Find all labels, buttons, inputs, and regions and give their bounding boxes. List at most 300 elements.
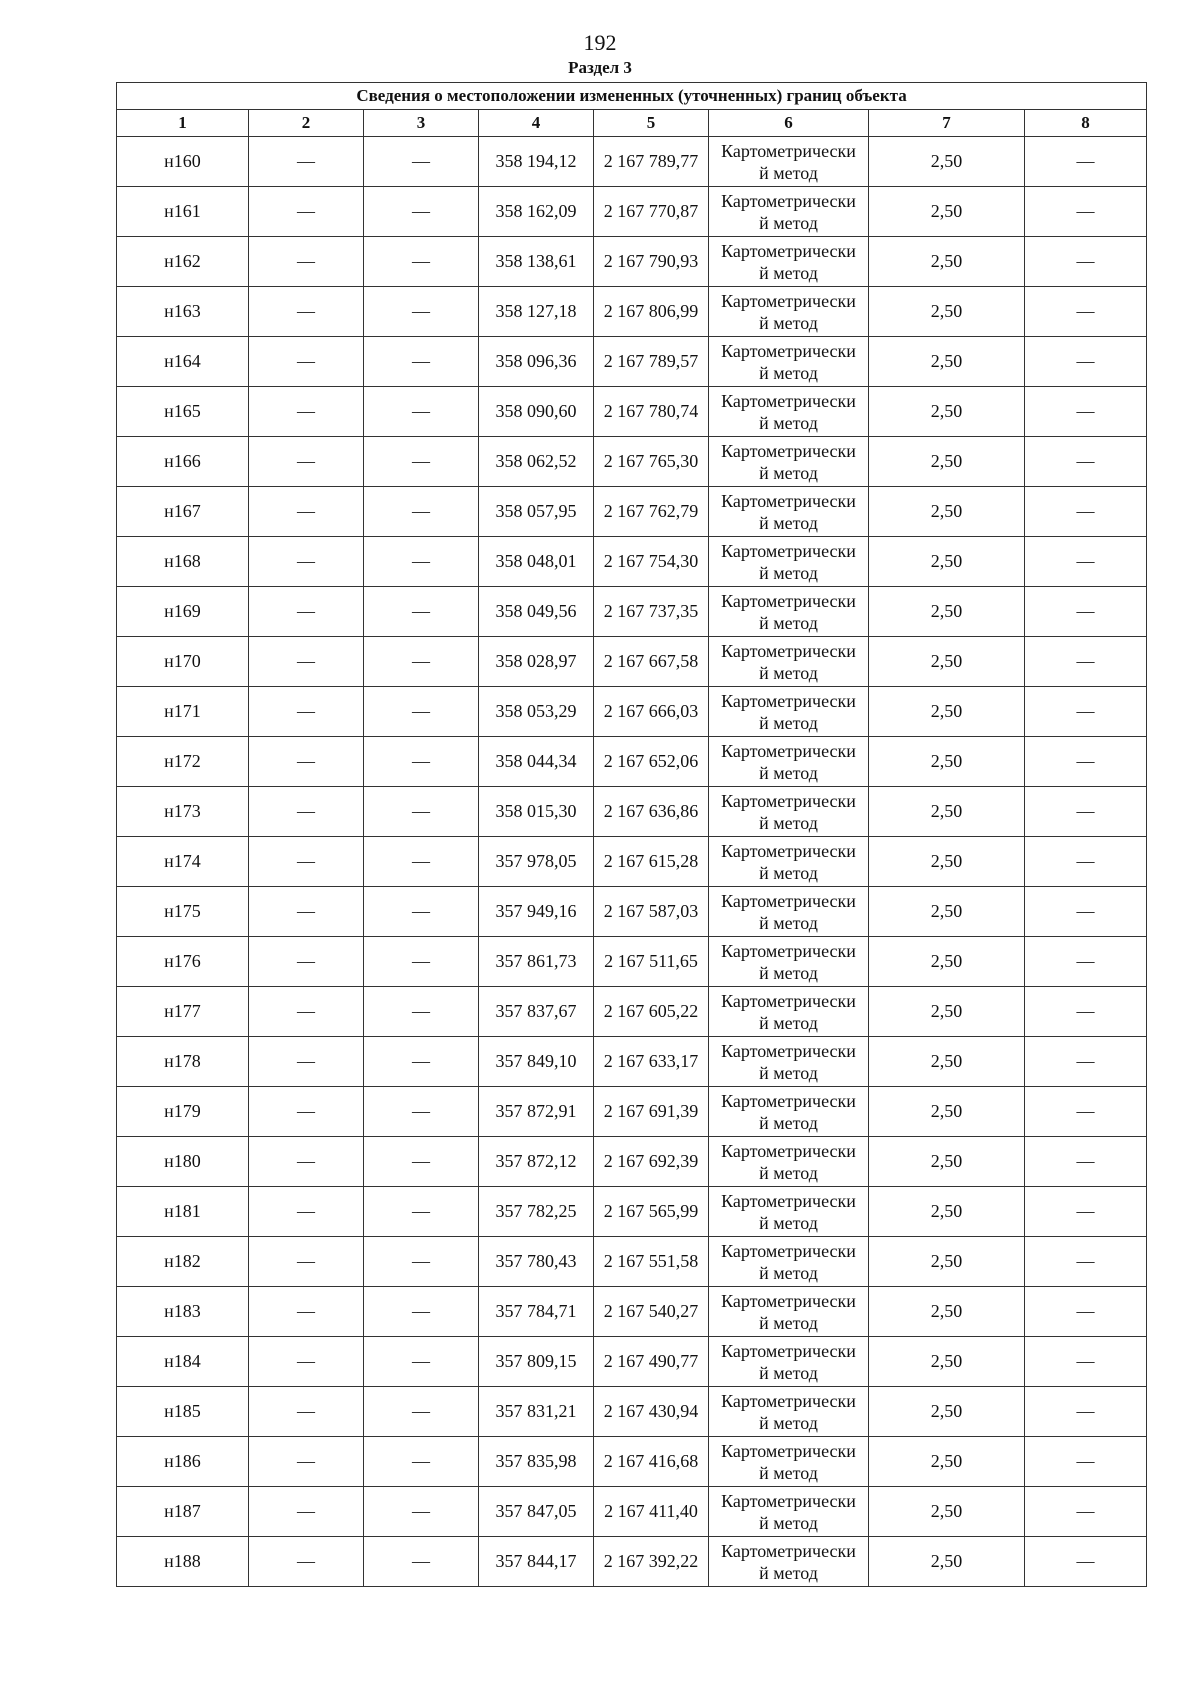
empty-value-cell: — — [364, 1387, 479, 1437]
empty-value-cell: — — [1025, 1287, 1147, 1337]
y-coordinate-cell: 2 167 691,39 — [594, 1087, 709, 1137]
accuracy-cell: 2,50 — [869, 137, 1025, 187]
point-name-cell: н168 — [117, 537, 249, 587]
method-cell — [709, 537, 869, 587]
empty-value-cell: — — [249, 637, 364, 687]
table-row — [117, 1237, 1147, 1287]
empty-value-cell: — — [249, 1237, 364, 1287]
table-row — [117, 487, 1147, 537]
point-name-cell: н167 — [117, 487, 249, 537]
empty-value-cell: — — [249, 787, 364, 837]
x-coordinate-cell: 358 053,29 — [479, 687, 594, 737]
x-coordinate-cell: 357 844,17 — [479, 1537, 594, 1587]
empty-value-cell: — — [249, 1137, 364, 1187]
point-name-cell: н174 — [117, 837, 249, 887]
x-coordinate-cell: 358 162,09 — [479, 187, 594, 237]
empty-value-cell: — — [249, 1337, 364, 1387]
page-number: 192 — [583, 30, 617, 55]
method-text: Картометрически — [721, 290, 856, 311]
method-text: й метод — [759, 1212, 818, 1233]
empty-value-cell: — — [249, 887, 364, 937]
y-coordinate-cell: 2 167 765,30 — [594, 437, 709, 487]
point-name-cell: н163 — [117, 287, 249, 337]
point-name-cell: н173 — [117, 787, 249, 837]
accuracy-cell: 2,50 — [869, 687, 1025, 737]
y-coordinate-cell: 2 167 737,35 — [594, 587, 709, 637]
y-coordinate-cell: 2 167 392,22 — [594, 1537, 709, 1587]
empty-value-cell: — — [249, 737, 364, 787]
point-name-cell: н170 — [117, 637, 249, 687]
accuracy-cell: 2,50 — [869, 937, 1025, 987]
accuracy-cell: 2,50 — [869, 987, 1025, 1037]
empty-value-cell: — — [249, 937, 364, 987]
method-text: й метод — [759, 1312, 818, 1333]
accuracy-cell: 2,50 — [869, 887, 1025, 937]
method-text: й метод — [759, 1512, 818, 1533]
point-name-cell: н171 — [117, 687, 249, 737]
y-coordinate-cell: 2 167 490,77 — [594, 1337, 709, 1387]
empty-value-cell: — — [364, 1337, 479, 1387]
method-text: Картометрически — [721, 340, 856, 361]
empty-value-cell: — — [249, 537, 364, 587]
empty-value-cell: — — [1025, 1087, 1147, 1137]
point-name-cell: н182 — [117, 1237, 249, 1287]
point-name-cell: н166 — [117, 437, 249, 487]
method-text: й метод — [759, 312, 818, 333]
empty-value-cell: — — [249, 587, 364, 637]
y-coordinate-cell: 2 167 692,39 — [594, 1137, 709, 1187]
empty-value-cell: — — [1025, 1237, 1147, 1287]
empty-value-cell: — — [1025, 837, 1147, 887]
accuracy-cell: 2,50 — [869, 587, 1025, 637]
column-header: 1 — [117, 110, 249, 137]
method-text: й метод — [759, 562, 818, 583]
method-cell — [709, 437, 869, 487]
empty-value-cell: — — [364, 1237, 479, 1287]
empty-value-cell: — — [1025, 987, 1147, 1037]
method-text: й метод — [759, 912, 818, 933]
empty-value-cell: — — [1025, 737, 1147, 787]
table-row — [117, 737, 1147, 787]
table-row — [117, 337, 1147, 387]
y-coordinate-cell: 2 167 416,68 — [594, 1437, 709, 1487]
x-coordinate-cell: 358 096,36 — [479, 337, 594, 387]
empty-value-cell: — — [1025, 637, 1147, 687]
y-coordinate-cell: 2 167 430,94 — [594, 1387, 709, 1437]
method-cell — [709, 1237, 869, 1287]
accuracy-cell: 2,50 — [869, 1337, 1025, 1387]
x-coordinate-cell: 358 049,56 — [479, 587, 594, 637]
empty-value-cell: — — [364, 187, 479, 237]
method-cell — [709, 1337, 869, 1387]
x-coordinate-cell: 357 784,71 — [479, 1287, 594, 1337]
accuracy-cell: 2,50 — [869, 187, 1025, 237]
method-cell — [709, 637, 869, 687]
empty-value-cell: — — [1025, 1337, 1147, 1387]
method-cell — [709, 787, 869, 837]
method-text: й метод — [759, 512, 818, 533]
point-name-cell: н169 — [117, 587, 249, 637]
column-header: 3 — [364, 110, 479, 137]
method-cell — [709, 587, 869, 637]
method-cell — [709, 237, 869, 287]
point-name-cell: н186 — [117, 1437, 249, 1487]
table-row — [117, 1287, 1147, 1337]
method-text: Картометрически — [721, 1340, 856, 1361]
empty-value-cell: — — [249, 1387, 364, 1437]
table-row — [117, 1437, 1147, 1487]
y-coordinate-cell: 2 167 790,93 — [594, 237, 709, 287]
empty-value-cell: — — [364, 1487, 479, 1537]
method-text: Картометрически — [721, 190, 856, 211]
method-text: й метод — [759, 1462, 818, 1483]
empty-value-cell: — — [1025, 187, 1147, 237]
empty-value-cell: — — [364, 1287, 479, 1337]
accuracy-cell: 2,50 — [869, 537, 1025, 587]
empty-value-cell: — — [1025, 337, 1147, 387]
y-coordinate-cell: 2 167 780,74 — [594, 387, 709, 437]
section-title: Раздел 3 — [568, 58, 632, 77]
method-text: Картометрически — [721, 1440, 856, 1461]
method-text: Картометрически — [721, 390, 856, 411]
empty-value-cell: — — [1025, 1037, 1147, 1087]
empty-value-cell: — — [249, 337, 364, 387]
method-text: й метод — [759, 1062, 818, 1083]
method-text: Картометрически — [721, 690, 856, 711]
empty-value-cell: — — [364, 1437, 479, 1487]
method-cell — [709, 1387, 869, 1437]
y-coordinate-cell: 2 167 565,99 — [594, 1187, 709, 1237]
empty-value-cell: — — [1025, 387, 1147, 437]
empty-value-cell: — — [364, 637, 479, 687]
x-coordinate-cell: 357 872,12 — [479, 1137, 594, 1187]
method-text: й метод — [759, 1562, 818, 1583]
empty-value-cell: — — [249, 1537, 364, 1587]
x-coordinate-cell: 358 028,97 — [479, 637, 594, 687]
empty-value-cell: — — [249, 437, 364, 487]
method-text: Картометрически — [721, 790, 856, 811]
table-row — [117, 887, 1147, 937]
table-title: Сведения о местоположении измененных (уточненных) границ объекта — [117, 83, 1147, 110]
method-text: й метод — [759, 812, 818, 833]
method-text: й метод — [759, 412, 818, 433]
empty-value-cell: — — [1025, 537, 1147, 587]
x-coordinate-cell: 357 782,25 — [479, 1187, 594, 1237]
method-text: Картометрически — [721, 840, 856, 861]
accuracy-cell: 2,50 — [869, 1387, 1025, 1437]
y-coordinate-cell: 2 167 636,86 — [594, 787, 709, 837]
empty-value-cell: — — [1025, 1437, 1147, 1487]
method-cell — [709, 1437, 869, 1487]
empty-value-cell: — — [364, 337, 479, 387]
empty-value-cell: — — [364, 1537, 479, 1587]
empty-value-cell: — — [249, 1037, 364, 1087]
empty-value-cell: — — [249, 187, 364, 237]
x-coordinate-cell: 358 048,01 — [479, 537, 594, 587]
y-coordinate-cell: 2 167 511,65 — [594, 937, 709, 987]
accuracy-cell: 2,50 — [869, 337, 1025, 387]
method-cell — [709, 1187, 869, 1237]
accuracy-cell: 2,50 — [869, 437, 1025, 487]
point-name-cell: н164 — [117, 337, 249, 387]
method-cell — [709, 837, 869, 887]
table-row — [117, 1087, 1147, 1137]
method-text: Картометрически — [721, 1540, 856, 1561]
x-coordinate-cell: 357 949,16 — [479, 887, 594, 937]
empty-value-cell: — — [249, 237, 364, 287]
x-coordinate-cell: 357 847,05 — [479, 1487, 594, 1537]
method-cell — [709, 1037, 869, 1087]
empty-value-cell: — — [364, 387, 479, 437]
point-name-cell: н185 — [117, 1387, 249, 1437]
x-coordinate-cell: 357 831,21 — [479, 1387, 594, 1437]
x-coordinate-cell: 357 849,10 — [479, 1037, 594, 1087]
method-text: й метод — [759, 662, 818, 683]
method-cell — [709, 937, 869, 987]
method-cell — [709, 137, 869, 187]
table-row — [117, 1487, 1147, 1537]
point-name-cell: н188 — [117, 1537, 249, 1587]
accuracy-cell: 2,50 — [869, 1287, 1025, 1337]
accuracy-cell: 2,50 — [869, 787, 1025, 837]
point-name-cell: н184 — [117, 1337, 249, 1387]
method-text: Картометрически — [721, 140, 856, 161]
empty-value-cell: — — [364, 737, 479, 787]
method-text: й метод — [759, 162, 818, 183]
table-title-row — [117, 83, 1147, 110]
point-name-cell: н162 — [117, 237, 249, 287]
empty-value-cell: — — [1025, 787, 1147, 837]
empty-value-cell: — — [249, 387, 364, 437]
method-text: й метод — [759, 262, 818, 283]
table-row — [117, 137, 1147, 187]
x-coordinate-cell: 357 837,67 — [479, 987, 594, 1037]
empty-value-cell: — — [364, 987, 479, 1037]
accuracy-cell: 2,50 — [869, 1137, 1025, 1187]
empty-value-cell: — — [364, 1087, 479, 1137]
empty-value-cell: — — [249, 1287, 364, 1337]
method-cell — [709, 187, 869, 237]
empty-value-cell: — — [364, 487, 479, 537]
coordinates-table — [116, 82, 1147, 1587]
method-text: й метод — [759, 1112, 818, 1133]
empty-value-cell: — — [249, 287, 364, 337]
empty-value-cell: — — [249, 837, 364, 887]
table-row — [117, 1387, 1147, 1437]
point-name-cell: н177 — [117, 987, 249, 1037]
accuracy-cell: 2,50 — [869, 637, 1025, 687]
method-text: Картометрически — [721, 590, 856, 611]
empty-value-cell: — — [1025, 1487, 1147, 1537]
method-text: Картометрически — [721, 940, 856, 961]
method-text: Картометрически — [721, 440, 856, 461]
empty-value-cell: — — [364, 587, 479, 637]
empty-value-cell: — — [249, 137, 364, 187]
method-text: Картометрически — [721, 1090, 856, 1111]
method-text: й метод — [759, 1162, 818, 1183]
empty-value-cell: — — [1025, 1387, 1147, 1437]
method-text: Картометрически — [721, 1140, 856, 1161]
point-name-cell: н165 — [117, 387, 249, 437]
empty-value-cell: — — [1025, 1187, 1147, 1237]
empty-value-cell: — — [364, 137, 479, 187]
accuracy-cell: 2,50 — [869, 1487, 1025, 1537]
table-row — [117, 287, 1147, 337]
empty-value-cell: — — [1025, 887, 1147, 937]
table-row — [117, 1037, 1147, 1087]
table-row — [117, 187, 1147, 237]
y-coordinate-cell: 2 167 789,77 — [594, 137, 709, 187]
table-row — [117, 937, 1147, 987]
empty-value-cell: — — [364, 687, 479, 737]
method-text: Картометрически — [721, 890, 856, 911]
empty-value-cell: — — [1025, 137, 1147, 187]
table-row — [117, 537, 1147, 587]
y-coordinate-cell: 2 167 551,58 — [594, 1237, 709, 1287]
method-text: й метод — [759, 712, 818, 733]
empty-value-cell: — — [1025, 587, 1147, 637]
column-header: 2 — [249, 110, 364, 137]
method-cell — [709, 1087, 869, 1137]
accuracy-cell: 2,50 — [869, 387, 1025, 437]
method-text: Картометрически — [721, 540, 856, 561]
empty-value-cell: — — [364, 887, 479, 937]
method-text: Картометрически — [721, 490, 856, 511]
method-text: Картометрически — [721, 240, 856, 261]
method-text: Картометрически — [721, 990, 856, 1011]
accuracy-cell: 2,50 — [869, 1437, 1025, 1487]
x-coordinate-cell: 357 809,15 — [479, 1337, 594, 1387]
column-header: 4 — [479, 110, 594, 137]
point-name-cell: н179 — [117, 1087, 249, 1137]
y-coordinate-cell: 2 167 652,06 — [594, 737, 709, 787]
table-row — [117, 1187, 1147, 1237]
point-name-cell: н180 — [117, 1137, 249, 1187]
empty-value-cell: — — [249, 1087, 364, 1137]
accuracy-cell: 2,50 — [869, 837, 1025, 887]
method-text: Картометрически — [721, 1190, 856, 1211]
method-cell — [709, 1137, 869, 1187]
table-header-row — [117, 110, 1147, 137]
method-cell — [709, 887, 869, 937]
x-coordinate-cell: 358 090,60 — [479, 387, 594, 437]
table-row — [117, 987, 1147, 1037]
method-text: Картометрически — [721, 740, 856, 761]
point-name-cell: н160 — [117, 137, 249, 187]
y-coordinate-cell: 2 167 605,22 — [594, 987, 709, 1037]
method-cell — [709, 387, 869, 437]
y-coordinate-cell: 2 167 789,57 — [594, 337, 709, 387]
empty-value-cell: — — [1025, 1137, 1147, 1187]
x-coordinate-cell: 358 194,12 — [479, 137, 594, 187]
method-text: Картометрически — [721, 1040, 856, 1061]
empty-value-cell: — — [364, 1137, 479, 1187]
y-coordinate-cell: 2 167 667,58 — [594, 637, 709, 687]
accuracy-cell: 2,50 — [869, 237, 1025, 287]
empty-value-cell: — — [364, 237, 479, 287]
point-name-cell: н178 — [117, 1037, 249, 1087]
method-cell — [709, 1537, 869, 1587]
x-coordinate-cell: 357 780,43 — [479, 1237, 594, 1287]
table-row — [117, 437, 1147, 487]
accuracy-cell: 2,50 — [869, 1087, 1025, 1137]
method-cell — [709, 1287, 869, 1337]
method-text: й метод — [759, 462, 818, 483]
method-text: й метод — [759, 362, 818, 383]
x-coordinate-cell: 358 015,30 — [479, 787, 594, 837]
accuracy-cell: 2,50 — [869, 1037, 1025, 1087]
y-coordinate-cell: 2 167 666,03 — [594, 687, 709, 737]
method-text: Картометрически — [721, 1240, 856, 1261]
column-header: 7 — [869, 110, 1025, 137]
empty-value-cell: — — [249, 1187, 364, 1237]
y-coordinate-cell: 2 167 615,28 — [594, 837, 709, 887]
accuracy-cell: 2,50 — [869, 287, 1025, 337]
x-coordinate-cell: 358 127,18 — [479, 287, 594, 337]
method-text: й метод — [759, 1412, 818, 1433]
point-name-cell: н181 — [117, 1187, 249, 1237]
y-coordinate-cell: 2 167 762,79 — [594, 487, 709, 537]
method-text: й метод — [759, 1012, 818, 1033]
empty-value-cell: — — [1025, 687, 1147, 737]
table-row — [117, 1537, 1147, 1587]
x-coordinate-cell: 357 861,73 — [479, 937, 594, 987]
method-text: Картометрически — [721, 640, 856, 661]
table-row — [117, 787, 1147, 837]
method-cell — [709, 1487, 869, 1537]
empty-value-cell: — — [364, 537, 479, 587]
x-coordinate-cell: 358 057,95 — [479, 487, 594, 537]
empty-value-cell: — — [1025, 437, 1147, 487]
method-text: й метод — [759, 962, 818, 983]
empty-value-cell: — — [1025, 937, 1147, 987]
table-row — [117, 1137, 1147, 1187]
empty-value-cell: — — [249, 987, 364, 1037]
accuracy-cell: 2,50 — [869, 737, 1025, 787]
method-cell — [709, 487, 869, 537]
table-row — [117, 587, 1147, 637]
y-coordinate-cell: 2 167 806,99 — [594, 287, 709, 337]
empty-value-cell: — — [364, 287, 479, 337]
method-cell — [709, 337, 869, 387]
y-coordinate-cell: 2 167 411,40 — [594, 1487, 709, 1537]
method-text: Картометрически — [721, 1490, 856, 1511]
empty-value-cell: — — [249, 687, 364, 737]
table-row — [117, 637, 1147, 687]
column-header: 8 — [1025, 110, 1147, 137]
x-coordinate-cell: 357 978,05 — [479, 837, 594, 887]
empty-value-cell: — — [249, 1437, 364, 1487]
method-text: й метод — [759, 762, 818, 783]
accuracy-cell: 2,50 — [869, 1187, 1025, 1237]
table-row — [117, 387, 1147, 437]
x-coordinate-cell: 358 062,52 — [479, 437, 594, 487]
column-header: 6 — [709, 110, 869, 137]
method-cell — [709, 687, 869, 737]
x-coordinate-cell: 357 872,91 — [479, 1087, 594, 1137]
table-row — [117, 237, 1147, 287]
method-cell — [709, 987, 869, 1037]
accuracy-cell: 2,50 — [869, 487, 1025, 537]
empty-value-cell: — — [1025, 487, 1147, 537]
y-coordinate-cell: 2 167 770,87 — [594, 187, 709, 237]
table-row — [117, 687, 1147, 737]
point-name-cell: н172 — [117, 737, 249, 787]
point-name-cell: н176 — [117, 937, 249, 987]
empty-value-cell: — — [364, 937, 479, 987]
x-coordinate-cell: 358 044,34 — [479, 737, 594, 787]
y-coordinate-cell: 2 167 587,03 — [594, 887, 709, 937]
